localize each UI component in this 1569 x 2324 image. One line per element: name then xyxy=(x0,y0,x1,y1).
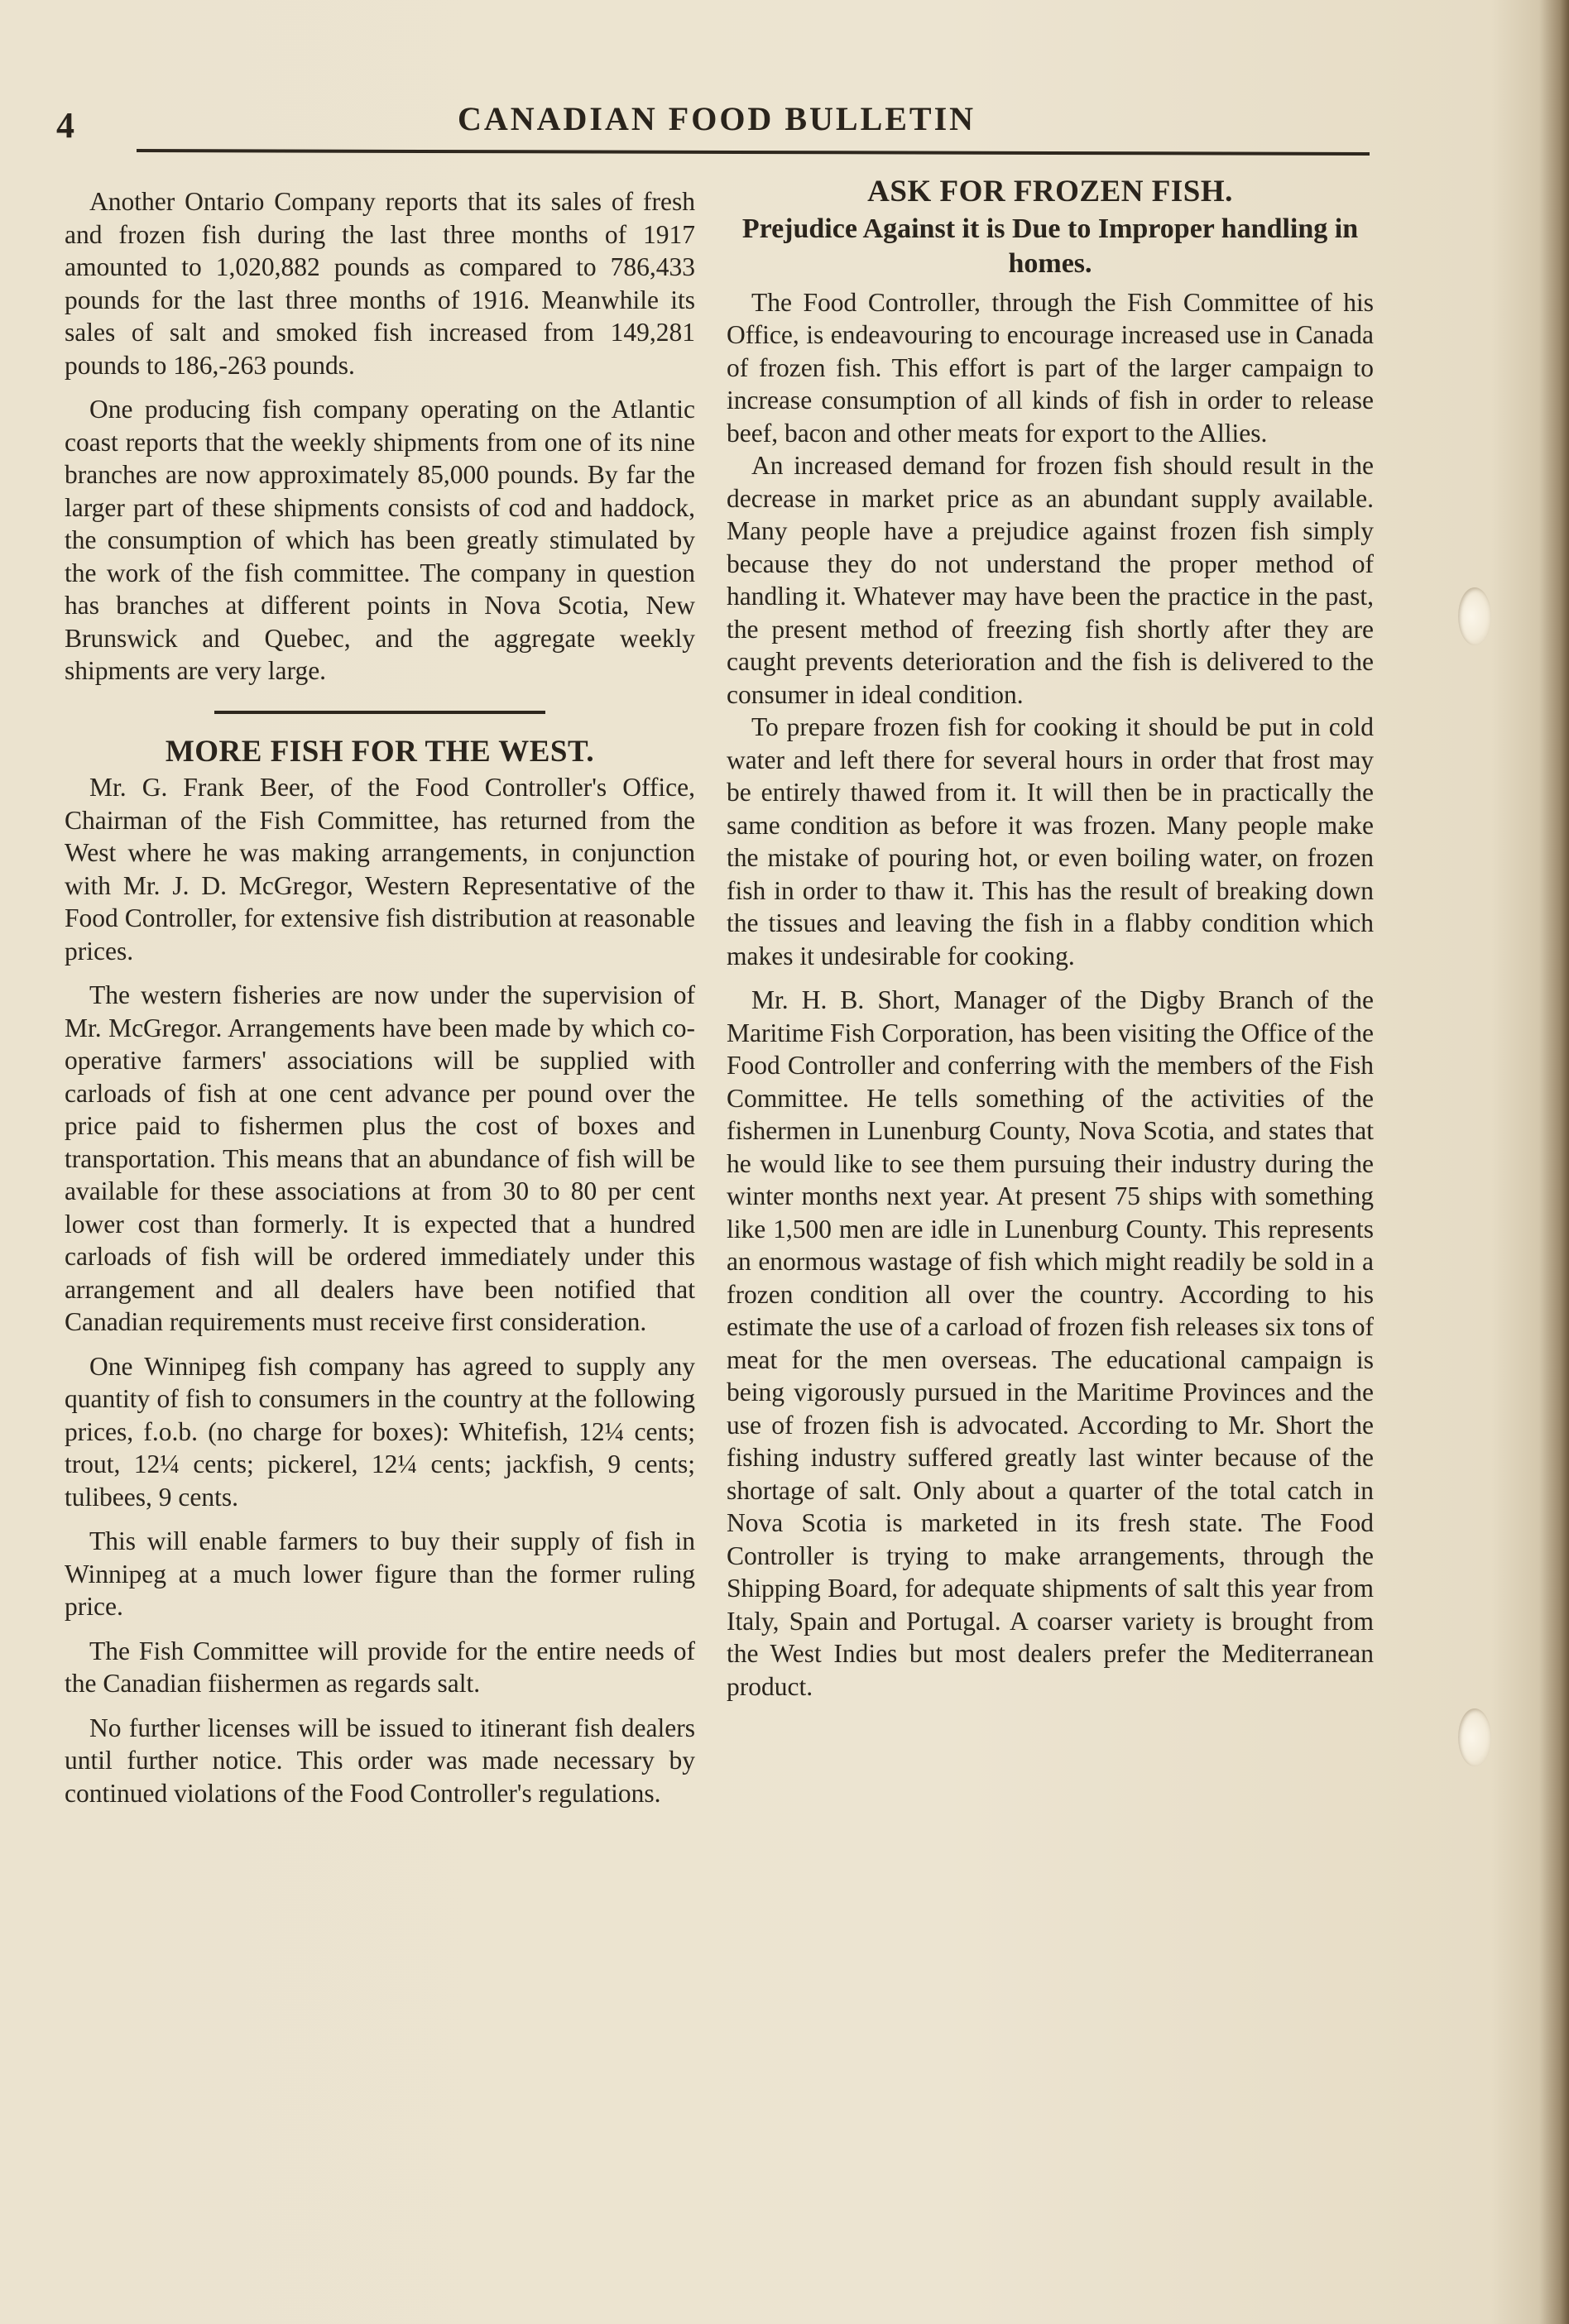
left-column xyxy=(65,185,695,1809)
article-headline: MORE FISH FOR THE WEST. xyxy=(165,734,595,769)
masthead-title: CANADIAN FOOD BULLETIN xyxy=(458,100,976,137)
paragraph: Mr. H. B. Short, Manager of the Digby Branch of the Maritime Fish Corporation, has been visiting the Office of the Food Controller and conferring with the members of the Fish Committee. He tells something of the activities of the fishermen in Lunenburg County, Nova Scotia, and states that he would like to see them pursuing their industry during the winter months next year. At present 75 ships with something like 1,500 men are idle in Lunenburg County. This represents an enormous wastage of fish which might readily be sold in a frozen condition all over the country. According to his estimate the use of a carload of frozen fish releases six tons of meat for the men overseas. The educational campaign is being vigorously pursued in the Maritime Provinces and the use of frozen fish is advocated. According to Mr. Short the fishing industry suffered greatly last winter because of the shortage of salt. Only about a quarter of the total catch in Nova Scotia is marketed in its fresh state. The Food Controller is trying to make arrangements, through the Shipping Board, for adequate shipments of salt this year from Italy, Spain and Portugal. A coarser variety is brought from the West Indies but most dealers prefer the Mediterranean product. xyxy=(727,985,1374,1701)
paragraph: Another Ontario Company reports that its sales of fresh and frozen fish during the last three months of 1917 amounted to 1,020,882 pounds as compared to 786,433 pounds for the last three months of 1916. Meanwhile its sales of salt and smoked fish increased from 149,281 pounds to 186,-263 pounds. xyxy=(65,187,695,380)
paragraph: Mr. G. Frank Beer, of the Food Controller's Office, Chairman of the Fish Committee, has returned from the West where he was making arrangements, in conjunction with Mr. J. D. McGregor, Western Representative of the Food Controller, for extensive fish distribution at reasonable prices. xyxy=(65,773,695,966)
paragraph: One producing fish company operating on the Atlantic coast reports that the weekly shipments from one of its nine branches are now approximately 85,000 pounds. By far the larger part of these shipments consists of cod and haddock, the consumption of which has been greatly stimulated by the work of the fish committee. The company in question has branches at different points in Nova Scotia, New Brunswick and Quebec, and the aggregate weekly shipments are very large. xyxy=(65,395,695,685)
punch-hole xyxy=(1458,587,1491,645)
right-column xyxy=(727,175,1374,1703)
punch-hole xyxy=(1458,1708,1491,1766)
article-headline: ASK FOR FROZEN FISH. xyxy=(867,175,1233,208)
paragraph: No further licenses will be issued to itinerant fish dealers until further notice. This order was made necessary by continued violations of the Food Controller's regulations. xyxy=(65,1713,695,1808)
paragraph: To prepare frozen fish for cooking it should be put in cold water and left there for several hours in order that frost may be entirely thawed from it. It will then be in practically the same condition as before it was frozen. Many people make the mistake of pouring hot, or even boiling water, on frozen fish in order to thaw it. This has the result of breaking down the tissues and leaving the fish in a flabby condition which makes it undesirable for cooking. xyxy=(727,712,1374,970)
paragraph: The Fish Committee will provide for the entire needs of the Canadian fiishermen as regards salt. xyxy=(65,1636,695,1698)
paragraph: An increased demand for frozen fish should result in the decrease in market price as an abundant supply available. Many people have a prejudice against frozen fish simply because they do not understand the proper method of handling it. Whatever may have been the practice in the past, the present method of freezing fish shortly after they are caught prevents deterioration and the fish is delivered to the consumer in ideal condition. xyxy=(727,451,1374,709)
header-rule xyxy=(137,149,1370,156)
section-divider xyxy=(214,711,545,714)
paragraph: The Food Controller, through the Fish Committee of his Office, is endeavouring to encourage increased use in Canada of frozen fish. This effort is part of the larger campaign to increase consumption of all kinds of fish in order to release beef, bacon and other meats for export to the Allies. xyxy=(727,287,1374,448)
paragraph: This will enable farmers to buy their supply of fish in Winnipeg at a much lower figure than the former ruling price. xyxy=(65,1526,695,1621)
page-number: 4 xyxy=(56,105,74,146)
paragraph: One Winnipeg fish company has agreed to supply any quantity of fish to consumers in the country at the following prices, f.o.b. (no charge for boxes): Whitefish, 12¼ cents; trout, 12¼ cents; pickerel, 12¼ cents; jackfish, 9 cents; tulibees, 9 cents. xyxy=(65,1351,695,1512)
paragraph: The western fisheries are now under the supervision of Mr. McGregor. Arrangements have been made by which co-operative farmers' associations will be supplied with carloads of fish at one cent advance per pound over the price paid to fishermen plus the cost of boxes and transportation. This means that an abundance of fish will be available for these associations at from 30 to 80 per cent lower cost than formerly. It is expected that a hundred carloads of fish will be ordered immediately under this arrangement and all dealers have been notified that Canadian requirements must receive first consideration. xyxy=(65,980,695,1336)
page-header xyxy=(56,99,1380,149)
article-subheadline: Prejudice Against it is Due to Improper handling in homes. xyxy=(741,213,1359,279)
page-binding-edge xyxy=(1539,0,1569,2324)
